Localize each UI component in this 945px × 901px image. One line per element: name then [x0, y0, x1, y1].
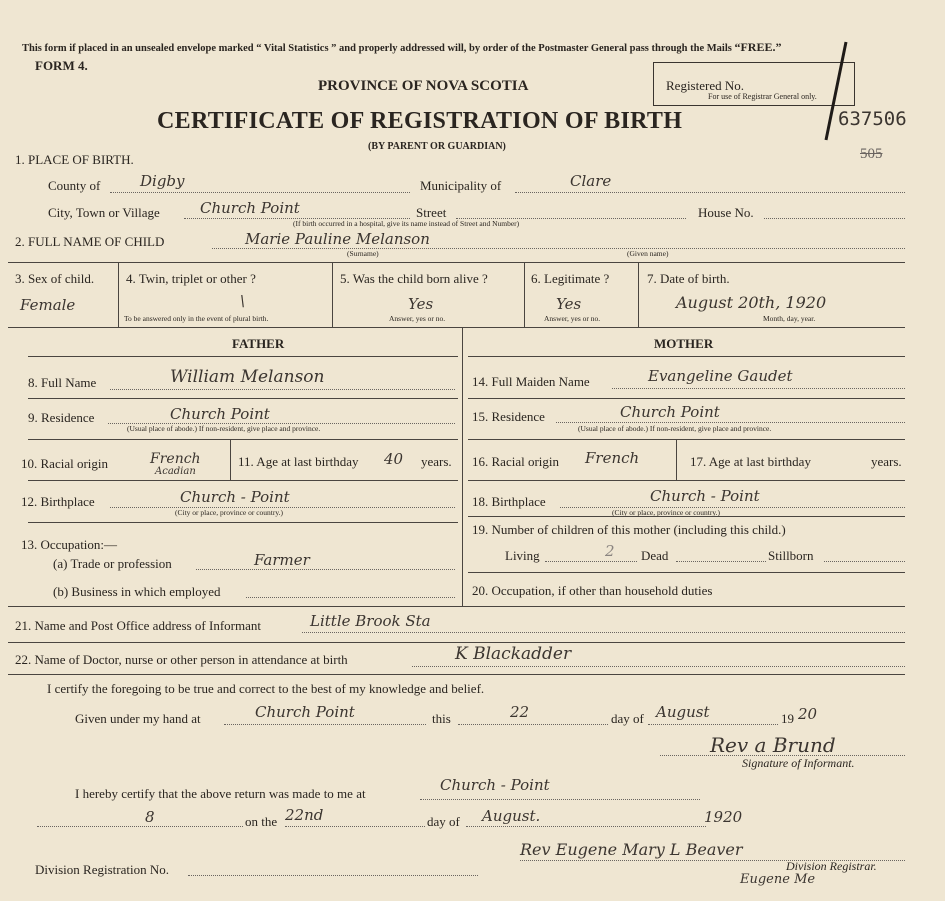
house-label: House No. — [698, 205, 754, 220]
informant-label: 21. Name and Post Office address of Informant — [15, 618, 261, 633]
year-prefix: 19 — [781, 711, 794, 726]
informant-signature: Rev a Brund — [710, 733, 836, 757]
father-years-label: years. — [421, 454, 452, 469]
father-bp-label: 12. Birthplace — [21, 494, 95, 509]
row-divider — [468, 356, 905, 357]
registration-number: 8 — [145, 808, 155, 826]
mother-racial-label: 16. Racial origin — [472, 454, 560, 469]
row-divider — [468, 398, 905, 399]
registrar-initials: Eugene Me — [740, 872, 816, 887]
father-res-note: (Usual place of abode.) If non-resident, give place and province. — [127, 424, 321, 433]
col-divider — [676, 439, 677, 480]
given-note: (Given name) — [627, 249, 669, 258]
mother-heading: MOTHER — [654, 336, 714, 351]
father-heading: FATHER — [232, 336, 285, 351]
dob-note: Month, day, year. — [763, 314, 816, 323]
father-res-label: 9. Residence — [28, 410, 95, 425]
county-label: County of — [48, 178, 101, 193]
mother-age-label: 17. Age at last birthday — [690, 454, 811, 469]
doctor-value: K Blackadder — [455, 644, 572, 664]
father-name-value: William Melanson — [170, 367, 325, 387]
informant-line — [302, 632, 905, 633]
col-divider — [524, 262, 525, 327]
struck-number: 505 — [860, 146, 883, 162]
business-line — [246, 597, 455, 598]
division-registration-label: Division Registration No. — [35, 862, 169, 877]
registration-number-line — [37, 826, 243, 827]
col-divider — [332, 262, 333, 327]
informant-value: Little Brook Sta — [310, 612, 431, 630]
slash-mark-icon — [820, 40, 850, 150]
dead-line — [676, 561, 766, 562]
father-res-value: Church Point — [170, 405, 270, 423]
sex-value: Female — [20, 296, 76, 314]
county-value: Digby — [140, 172, 185, 190]
doctor-label: 22. Name of Doctor, nurse or other person in attendance at birth — [15, 652, 348, 667]
row-divider — [468, 572, 905, 573]
month-value: August — [656, 703, 710, 721]
this-label: this — [432, 711, 451, 726]
row-divider — [8, 606, 905, 607]
registrar-day-line — [285, 826, 425, 827]
legit-note: Answer, yes or no. — [544, 314, 601, 323]
municipality-line — [515, 192, 905, 193]
business-label: (b) Business in which employed — [53, 584, 221, 599]
registered-note: For use of Registrar General only. — [708, 92, 817, 101]
registrar-month: August. — [482, 807, 541, 825]
father-bp-value: Church - Point — [180, 488, 290, 506]
twin-label: 4. Twin, triplet or other ? — [126, 271, 256, 286]
registered-label: Registered No. — [666, 78, 744, 93]
mother-bp-label: 18. Birthplace — [472, 494, 546, 509]
father-racial-label: 10. Racial origin — [21, 456, 109, 471]
dob-label: 7. Date of birth. — [647, 271, 730, 286]
day-value: 22 — [510, 703, 530, 721]
mother-res-note: (Usual place of abode.) If non-resident, give place and province. — [578, 424, 772, 433]
registrar-year: 1920 — [704, 808, 743, 826]
on-the-label: on the — [245, 814, 278, 829]
trade-line — [196, 569, 455, 570]
division-registration-line — [188, 875, 478, 876]
col-divider — [230, 439, 231, 480]
father-occ-label: 13. Occupation:— — [21, 537, 118, 552]
place-section-label: 1. PLACE OF BIRTH. — [15, 152, 134, 167]
row-divider — [8, 262, 905, 263]
row-divider — [28, 356, 458, 357]
col-divider — [638, 262, 639, 327]
twin-note: To be answered only in the event of plural birth. — [124, 314, 269, 323]
doctor-line — [412, 666, 905, 667]
father-name-label: 8. Full Name — [28, 375, 97, 390]
father-racial-sub: Acadian — [155, 466, 196, 477]
living-value: 2 — [605, 542, 615, 560]
mother-name-value: Evangeline Gaudet — [648, 367, 793, 385]
mother-name-line — [612, 388, 905, 389]
child-name-label: 2. FULL NAME OF CHILD — [15, 234, 165, 249]
mother-occ-label: 20. Occupation, if other than household duties — [472, 583, 713, 598]
given-place-line — [224, 724, 426, 725]
municipality-value: Clare — [570, 172, 612, 190]
city-label: City, Town or Village — [48, 205, 160, 220]
mother-racial-value: French — [585, 449, 640, 467]
father-age-label: 11. Age at last birthday — [238, 454, 359, 469]
stamp-number: 637506 — [838, 108, 907, 130]
province-heading: PROVINCE OF NOVA SCOTIA — [318, 78, 529, 94]
stillborn-line — [824, 561, 905, 562]
col-divider — [118, 262, 119, 327]
row-divider — [468, 480, 905, 481]
signature-label: Signature of Informant. — [742, 756, 855, 770]
registrar-day-of-label: day of — [427, 814, 460, 829]
child-name-line — [212, 248, 905, 249]
children-label: 19. Number of children of this mother (including this child.) — [472, 522, 786, 537]
county-line — [110, 192, 410, 193]
mother-bp-value: Church - Point — [650, 487, 760, 505]
street-note: (If birth occurred in a hospital, give its name instead of Street and Number) — [293, 219, 520, 228]
trade-label: (a) Trade or profession — [53, 556, 172, 571]
day-of-label: day of — [611, 711, 644, 726]
division-registrar-label: Division Registrar. — [786, 859, 877, 873]
page-subtitle: (BY PARENT OR GUARDIAN) — [368, 141, 506, 152]
registrar-signature: Rev Eugene Mary L Beaver — [520, 840, 743, 859]
child-name-value: Marie Pauline Melanson — [245, 230, 430, 248]
page-title: CERTIFICATE OF REGISTRATION OF BIRTH — [157, 108, 683, 134]
registrar-place-line — [420, 799, 700, 800]
row-divider — [8, 642, 905, 643]
row-divider — [468, 516, 905, 517]
street-label: Street — [416, 205, 447, 220]
legit-label: 6. Legitimate ? — [531, 271, 610, 286]
registrar-place-value: Church - Point — [440, 776, 550, 794]
alive-label: 5. Was the child born alive ? — [340, 271, 488, 286]
certify-text: I certify the foregoing to be true and correct to the best of my knowledge and belief. — [47, 681, 485, 696]
form-number: FORM 4. — [35, 58, 88, 73]
living-line — [545, 561, 637, 562]
given-place-value: Church Point — [255, 703, 355, 721]
mother-name-label: 14. Full Maiden Name — [472, 374, 590, 389]
mother-res-value: Church Point — [620, 403, 720, 421]
city-value: Church Point — [200, 199, 300, 217]
father-bp-note: (City or place, province or country.) — [175, 508, 284, 517]
father-name-line — [110, 389, 455, 390]
slash-mark — [820, 40, 850, 150]
month-line — [648, 724, 778, 725]
twin-value: \ — [240, 292, 246, 310]
trade-value: Farmer — [254, 551, 310, 569]
row-divider — [8, 674, 905, 675]
row-divider — [468, 439, 905, 440]
year-suffix: 20 — [798, 705, 818, 723]
parent-divider — [462, 327, 463, 606]
registrar-day: 22nd — [285, 806, 324, 824]
legit-value: Yes — [556, 295, 582, 313]
row-divider — [8, 327, 905, 328]
mother-years-label: years. — [871, 454, 902, 469]
sex-label: 3. Sex of child. — [15, 271, 95, 286]
stillborn-label: Stillborn — [768, 548, 814, 563]
father-racial-value: French — [150, 451, 201, 467]
alive-value: Yes — [408, 295, 434, 313]
day-line — [458, 724, 608, 725]
dob-value: August 20th, 1920 — [676, 293, 827, 312]
father-age-value: 40 — [384, 450, 404, 468]
house-line — [764, 218, 905, 219]
living-label: Living — [505, 548, 540, 563]
registrar-certify: I hereby certify that the above return was made to me at — [75, 786, 366, 801]
mother-res-label: 15. Residence — [472, 409, 545, 424]
row-divider — [28, 522, 458, 523]
row-divider — [28, 480, 458, 481]
mother-bp-note: (City or place, province or country.) — [612, 508, 721, 517]
alive-note: Answer, yes or no. — [389, 314, 446, 323]
row-divider — [28, 398, 458, 399]
surname-note: (Surname) — [347, 249, 379, 258]
postal-notice-free: “FREE.” — [734, 40, 782, 54]
registrar-month-line — [466, 826, 706, 827]
municipality-label: Municipality of — [420, 178, 502, 193]
dead-label: Dead — [641, 548, 669, 563]
mother-res-line — [556, 422, 905, 423]
postal-notice-text: This form if placed in an unsealed envelope marked “ Vital Statistics ” and properly addressed will, by order of the Postmaster General pass through the Mails — [22, 43, 732, 54]
given-label: Given under my hand at — [75, 711, 201, 726]
postal-notice — [22, 40, 781, 55]
row-divider — [28, 439, 458, 440]
